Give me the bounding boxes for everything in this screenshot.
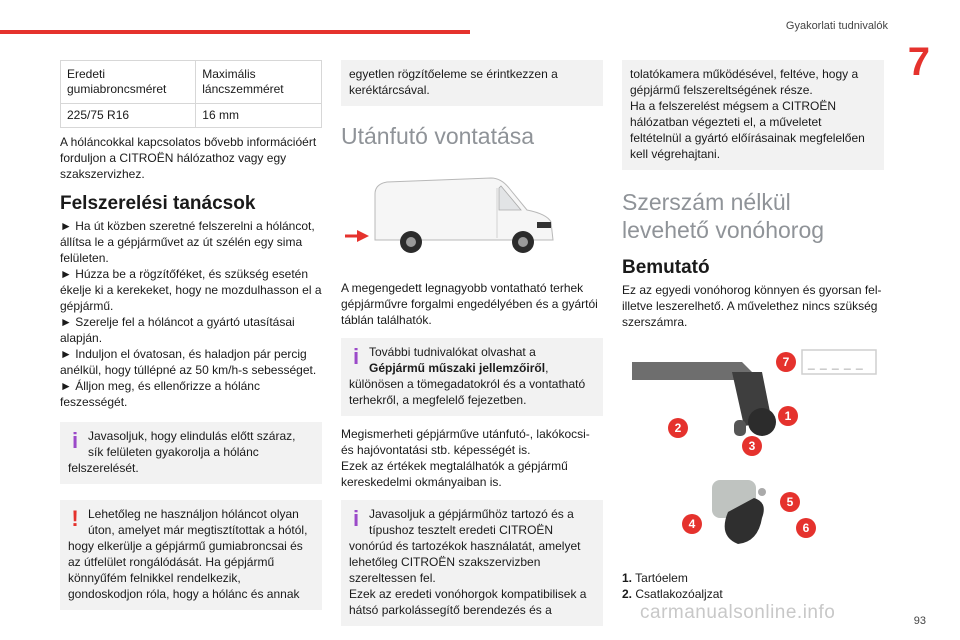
warning-icon: ! bbox=[71, 506, 79, 531]
info-box-genuine: i Javasoljuk a gépjárműhöz tartozó és a típushoz tesztelt eredeti CITROËN vonórúd és tartozékok használatát, amelyet lehetőleg CITROËN szakszervizben szereltessen fel. Ezek az eredeti vonóhorgok kompatibilisek a hátsó parkolássegítő berendezés és a bbox=[341, 500, 603, 626]
section-heading-fitting: Felszerelési tanácsok bbox=[60, 193, 256, 214]
towing-paragraph-3: Ezek az értékek megtalálhatók a gépjármű kereskedelmi okmányaiban is. bbox=[341, 459, 568, 489]
column-1 bbox=[60, 60, 322, 610]
callout-badge-7: 7 bbox=[776, 352, 796, 372]
snow-chain-info: A hóláncokkal kapcsolatos bővebb információért forduljon a CITROËN hálózathoz vagy egy szakszervizhez. bbox=[60, 135, 317, 181]
towbar-label-placeholder: _ _ _ _ _ bbox=[808, 356, 864, 370]
towbar-illustration bbox=[622, 342, 884, 560]
continued-warning-box: egyetlen rögzítőeleme se érintkezzen a keréktárcsával. bbox=[341, 60, 603, 106]
section-heading-towbar: Szerszám nélkül levehető vonóhorog bbox=[622, 189, 825, 243]
column-2 bbox=[341, 60, 603, 626]
info-icon: i bbox=[352, 506, 360, 531]
table-cell-tire: 225/75 R16 bbox=[61, 104, 196, 128]
arrow-icon bbox=[345, 230, 369, 242]
info-box-practice: i Javasoljuk, hogy elindulás előtt száraz, sík felületen gyakorolja a hólánc felszerelését. bbox=[60, 422, 322, 484]
callout-badge-1: 1 bbox=[778, 406, 798, 426]
section-heading-towing: Utánfutó vontatása bbox=[341, 123, 535, 149]
table-header-tire: Eredeti gumiabroncsméret bbox=[61, 61, 196, 104]
van-illustration bbox=[341, 166, 603, 266]
callout-badge-6: 6 bbox=[796, 518, 816, 538]
callout-badge-2: 2 bbox=[668, 418, 688, 438]
header-accent-bar bbox=[0, 30, 470, 34]
list-item: 1. Tartóelem bbox=[622, 571, 688, 585]
table-header-chain: Maximális láncszemméret bbox=[196, 61, 322, 104]
step-5: ► Álljon meg, és ellenőrizze a hólánc feszességét. bbox=[60, 379, 260, 409]
warning-box-chains: ! Lehetőleg ne használjon hóláncot olyan úton, amelyet már megtisztítottak a hótól, hogy elkerülje a gépjármű gumiabroncsai és az útfelület rongálódását. Ha gépjármű könnyűfém felnikkel rendelkezik, gondoskodjon róla, hogy a hólánc és annak bbox=[60, 500, 322, 610]
running-header: Gyakorlati tudnivalók bbox=[785, 20, 888, 32]
towing-paragraph-2: Megismerheti gépjárműve utánfutó-, lakókocsi- és hajóvontatási stb. képességét is. bbox=[341, 427, 590, 457]
info-box-specs: i További tudnivalókat olvashat a Gépjármű műszaki jellemzőiről, különösen a tömegadatokról és a vontatható terhekről, a megfelelő fejezetben. bbox=[341, 338, 603, 416]
step-2: ► Húzza be a rögzítőféket, és szükség esetén ékelje ki a kerekeket, hogy ne mozdulhasson el a gépjármű. bbox=[60, 267, 322, 313]
callout-badge-4: 4 bbox=[682, 514, 702, 534]
list-item: 2. Csatlakozóaljzat bbox=[622, 587, 723, 601]
step-4: ► Induljon el óvatosan, és haladjon pár percig anélkül, hogy túllépné az 50 km/h-s sebességet. bbox=[60, 347, 317, 377]
info-icon: i bbox=[352, 344, 360, 369]
continued-info-box: tolatókamera működésével, feltéve, hogy a gépjármű felszereltségének része. Ha a felszerelést mégsem a CITROËN hálózatban végezteti el, a műveletet feltételnül a gyártó előírásainak megfelelően kell végrehajtani. bbox=[622, 60, 884, 170]
chapter-number: 7 bbox=[907, 40, 930, 84]
towing-paragraph-1: A megengedett legnagyobb vontatható terhek gépjárművre forgalmi engedélyében és a gyártói táblán találhatók. bbox=[341, 281, 598, 327]
subheading-presentation: Bemutató bbox=[622, 257, 710, 278]
info-icon: i bbox=[71, 428, 79, 453]
towbar-intro: Ez az egyedi vonóhorog könnyen és gyorsan fel- illetve leszerelhető. A művelethez nincs szükség szerszámra. bbox=[622, 283, 882, 329]
step-1: ► Ha út közben szeretné felszerelni a hóláncot, állítsa le a gépjárművet az út szélén egy sima felületen. bbox=[60, 219, 315, 265]
tire-chain-table bbox=[60, 60, 322, 128]
step-3: ► Szerelje fel a hóláncot a gyártó utasításai alapján. bbox=[60, 315, 295, 345]
callout-badge-3: 3 bbox=[742, 436, 762, 456]
column-3 bbox=[622, 60, 884, 602]
legend-list bbox=[622, 570, 884, 602]
page-number: 93 bbox=[913, 615, 926, 627]
callout-badge-5: 5 bbox=[780, 492, 800, 512]
van-icon bbox=[375, 178, 553, 253]
table-cell-chain: 16 mm bbox=[196, 104, 322, 128]
watermark: carmanualsonline.info bbox=[640, 602, 836, 623]
